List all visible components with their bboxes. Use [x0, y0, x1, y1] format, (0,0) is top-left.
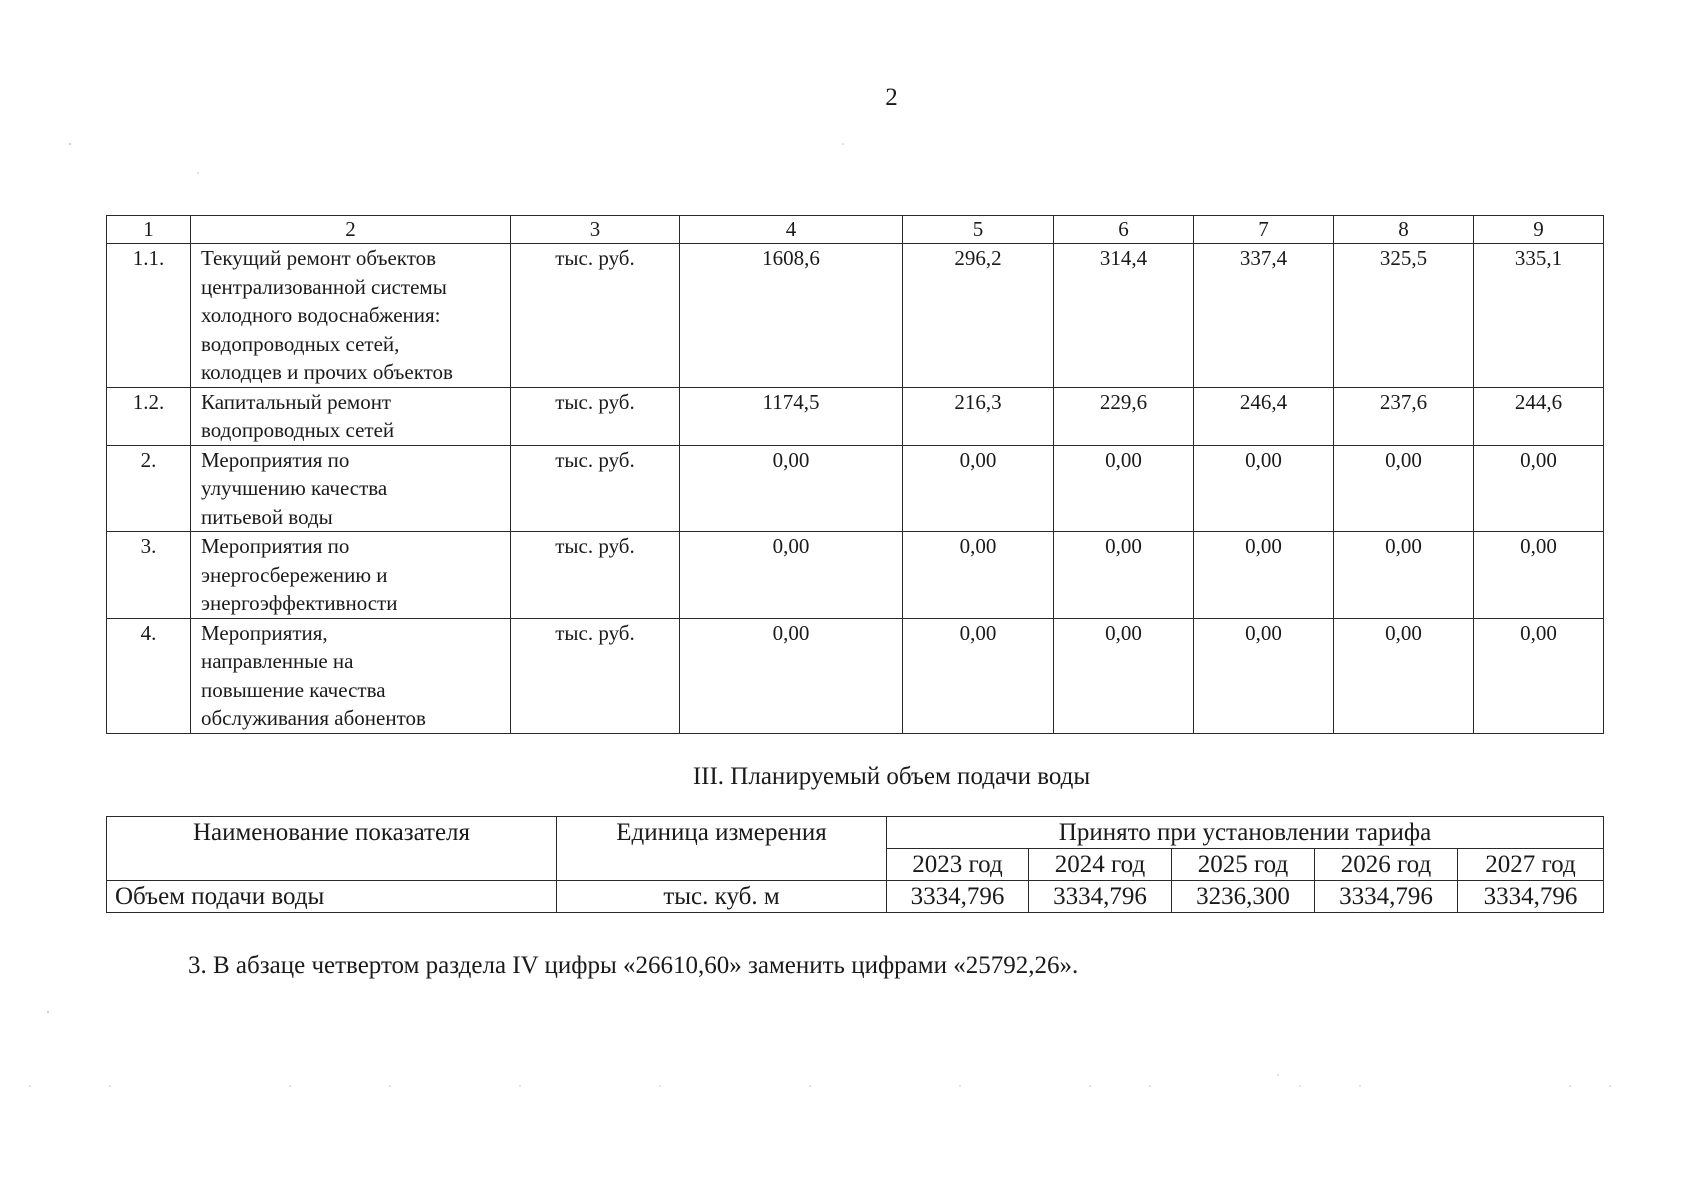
column-number: 9 [1474, 216, 1604, 244]
row-name-line: колодцев и прочих объектов [201, 360, 453, 384]
row-value: 0,00 [1474, 618, 1604, 733]
row-value: 0,00 [680, 532, 903, 619]
row-number: 1.2. [107, 387, 191, 445]
amendment-paragraph: 3. В абзаце четвертом раздела IV цифры «26610,60» заменить цифрами «25792,26». [188, 952, 1079, 979]
row-value: 0,00 [903, 618, 1054, 733]
row-value: 0,00 [1054, 445, 1194, 532]
table-row [107, 244, 1604, 388]
column-number: 3 [511, 216, 680, 244]
page-number: 2 [885, 84, 898, 111]
row-name [191, 244, 511, 388]
row-name [191, 387, 511, 445]
row-value: 335,1 [1474, 244, 1604, 388]
row-name [191, 532, 511, 619]
row-value: 296,2 [903, 244, 1054, 388]
row-name-line: энергосбережению и [201, 562, 388, 587]
row-name-line: Текущий ремонт объектов [201, 246, 437, 270]
column-number: 2 [191, 216, 511, 244]
row-name-line: направленные на [201, 649, 354, 673]
year-header: 2024 год [1029, 849, 1172, 881]
row-number: 2. [107, 445, 191, 532]
unit-header: Единица измерения [557, 817, 887, 881]
year-header: 2027 год [1458, 849, 1604, 881]
indicator-value: 3334,796 [1315, 881, 1458, 913]
row-value: 0,00 [1334, 618, 1474, 733]
table-row [107, 881, 1604, 913]
row-name-line: повышение качества [201, 677, 386, 702]
row-number: 3. [107, 532, 191, 619]
row-name-line: водопроводных сетей, [201, 331, 400, 356]
table-row [107, 532, 1604, 619]
row-name-line: питьевой воды [201, 504, 333, 529]
table-row [107, 445, 1604, 532]
row-unit: тыс. руб. [511, 532, 680, 619]
row-value: 0,00 [680, 445, 903, 532]
column-number: 1 [107, 216, 191, 244]
year-header: 2026 год [1315, 849, 1458, 881]
row-name-line: Мероприятия, [201, 620, 328, 645]
indicator-value: 3334,796 [1029, 881, 1172, 913]
row-name [191, 618, 511, 733]
row-name-line: Мероприятия по [201, 534, 350, 558]
row-name-line: водопроводных сетей [201, 418, 395, 442]
tariff-group-header: Принято при установлении тарифа [887, 817, 1604, 849]
row-value: 0,00 [1334, 445, 1474, 532]
water-supply-table [106, 816, 1604, 913]
row-value: 0,00 [680, 618, 903, 733]
column-number: 7 [1194, 216, 1334, 244]
row-unit: тыс. руб. [511, 244, 680, 388]
column-number: 5 [903, 216, 1054, 244]
row-value: 0,00 [1054, 532, 1194, 619]
row-value: 0,00 [1194, 618, 1334, 733]
row-number: 4. [107, 618, 191, 733]
indicator-value: 3334,796 [1458, 881, 1604, 913]
indicator-unit: тыс. куб. м [557, 881, 887, 913]
table-row [107, 618, 1604, 733]
table-header-row [107, 817, 1604, 849]
row-value: 314,4 [1054, 244, 1194, 388]
row-value: 244,6 [1474, 387, 1604, 445]
row-value: 0,00 [1054, 618, 1194, 733]
column-number: 8 [1334, 216, 1474, 244]
row-name-line: Мероприятия по [201, 447, 350, 472]
row-value: 237,6 [1334, 387, 1474, 445]
year-header: 2023 год [887, 849, 1029, 881]
row-name-line: энергоэффективности [201, 591, 398, 615]
row-value: 229,6 [1054, 387, 1194, 445]
row-value: 0,00 [1474, 445, 1604, 532]
row-value: 0,00 [903, 445, 1054, 532]
row-unit: тыс. руб. [511, 618, 680, 733]
row-name [191, 445, 511, 532]
row-value: 1174,5 [680, 387, 903, 445]
row-unit: тыс. руб. [511, 445, 680, 532]
row-value: 337,4 [1194, 244, 1334, 388]
year-header: 2025 год [1172, 849, 1315, 881]
table-header-row [107, 216, 1604, 244]
measures-table [106, 215, 1604, 734]
row-name-line: холодного водоснабжения: [201, 303, 441, 327]
table-row [107, 387, 1604, 445]
row-number: 1.1. [107, 244, 191, 388]
row-name-line: улучшению качества [201, 476, 388, 500]
row-value: 0,00 [1474, 532, 1604, 619]
row-value: 216,3 [903, 387, 1054, 445]
indicator-name: Объем подачи воды [107, 881, 557, 913]
row-name-line: централизованной системы [201, 274, 447, 299]
indicator-value: 3236,300 [1172, 881, 1315, 913]
row-unit: тыс. руб. [511, 387, 680, 445]
row-name-line: обслуживания абонентов [201, 706, 426, 730]
row-value: 325,5 [1334, 244, 1474, 388]
row-value: 1608,6 [680, 244, 903, 388]
row-value: 0,00 [1334, 532, 1474, 619]
indicator-value: 3334,796 [887, 881, 1029, 913]
row-value: 0,00 [1194, 445, 1334, 532]
indicator-name-header: Наименование показателя [107, 817, 557, 881]
column-number: 4 [680, 216, 903, 244]
section-title: III. Планируемый объем подачи воды [692, 763, 1091, 790]
row-name-line: Капитальный ремонт [201, 389, 392, 414]
row-value: 0,00 [903, 532, 1054, 619]
row-value: 246,4 [1194, 387, 1334, 445]
row-value: 0,00 [1194, 532, 1334, 619]
column-number: 6 [1054, 216, 1194, 244]
